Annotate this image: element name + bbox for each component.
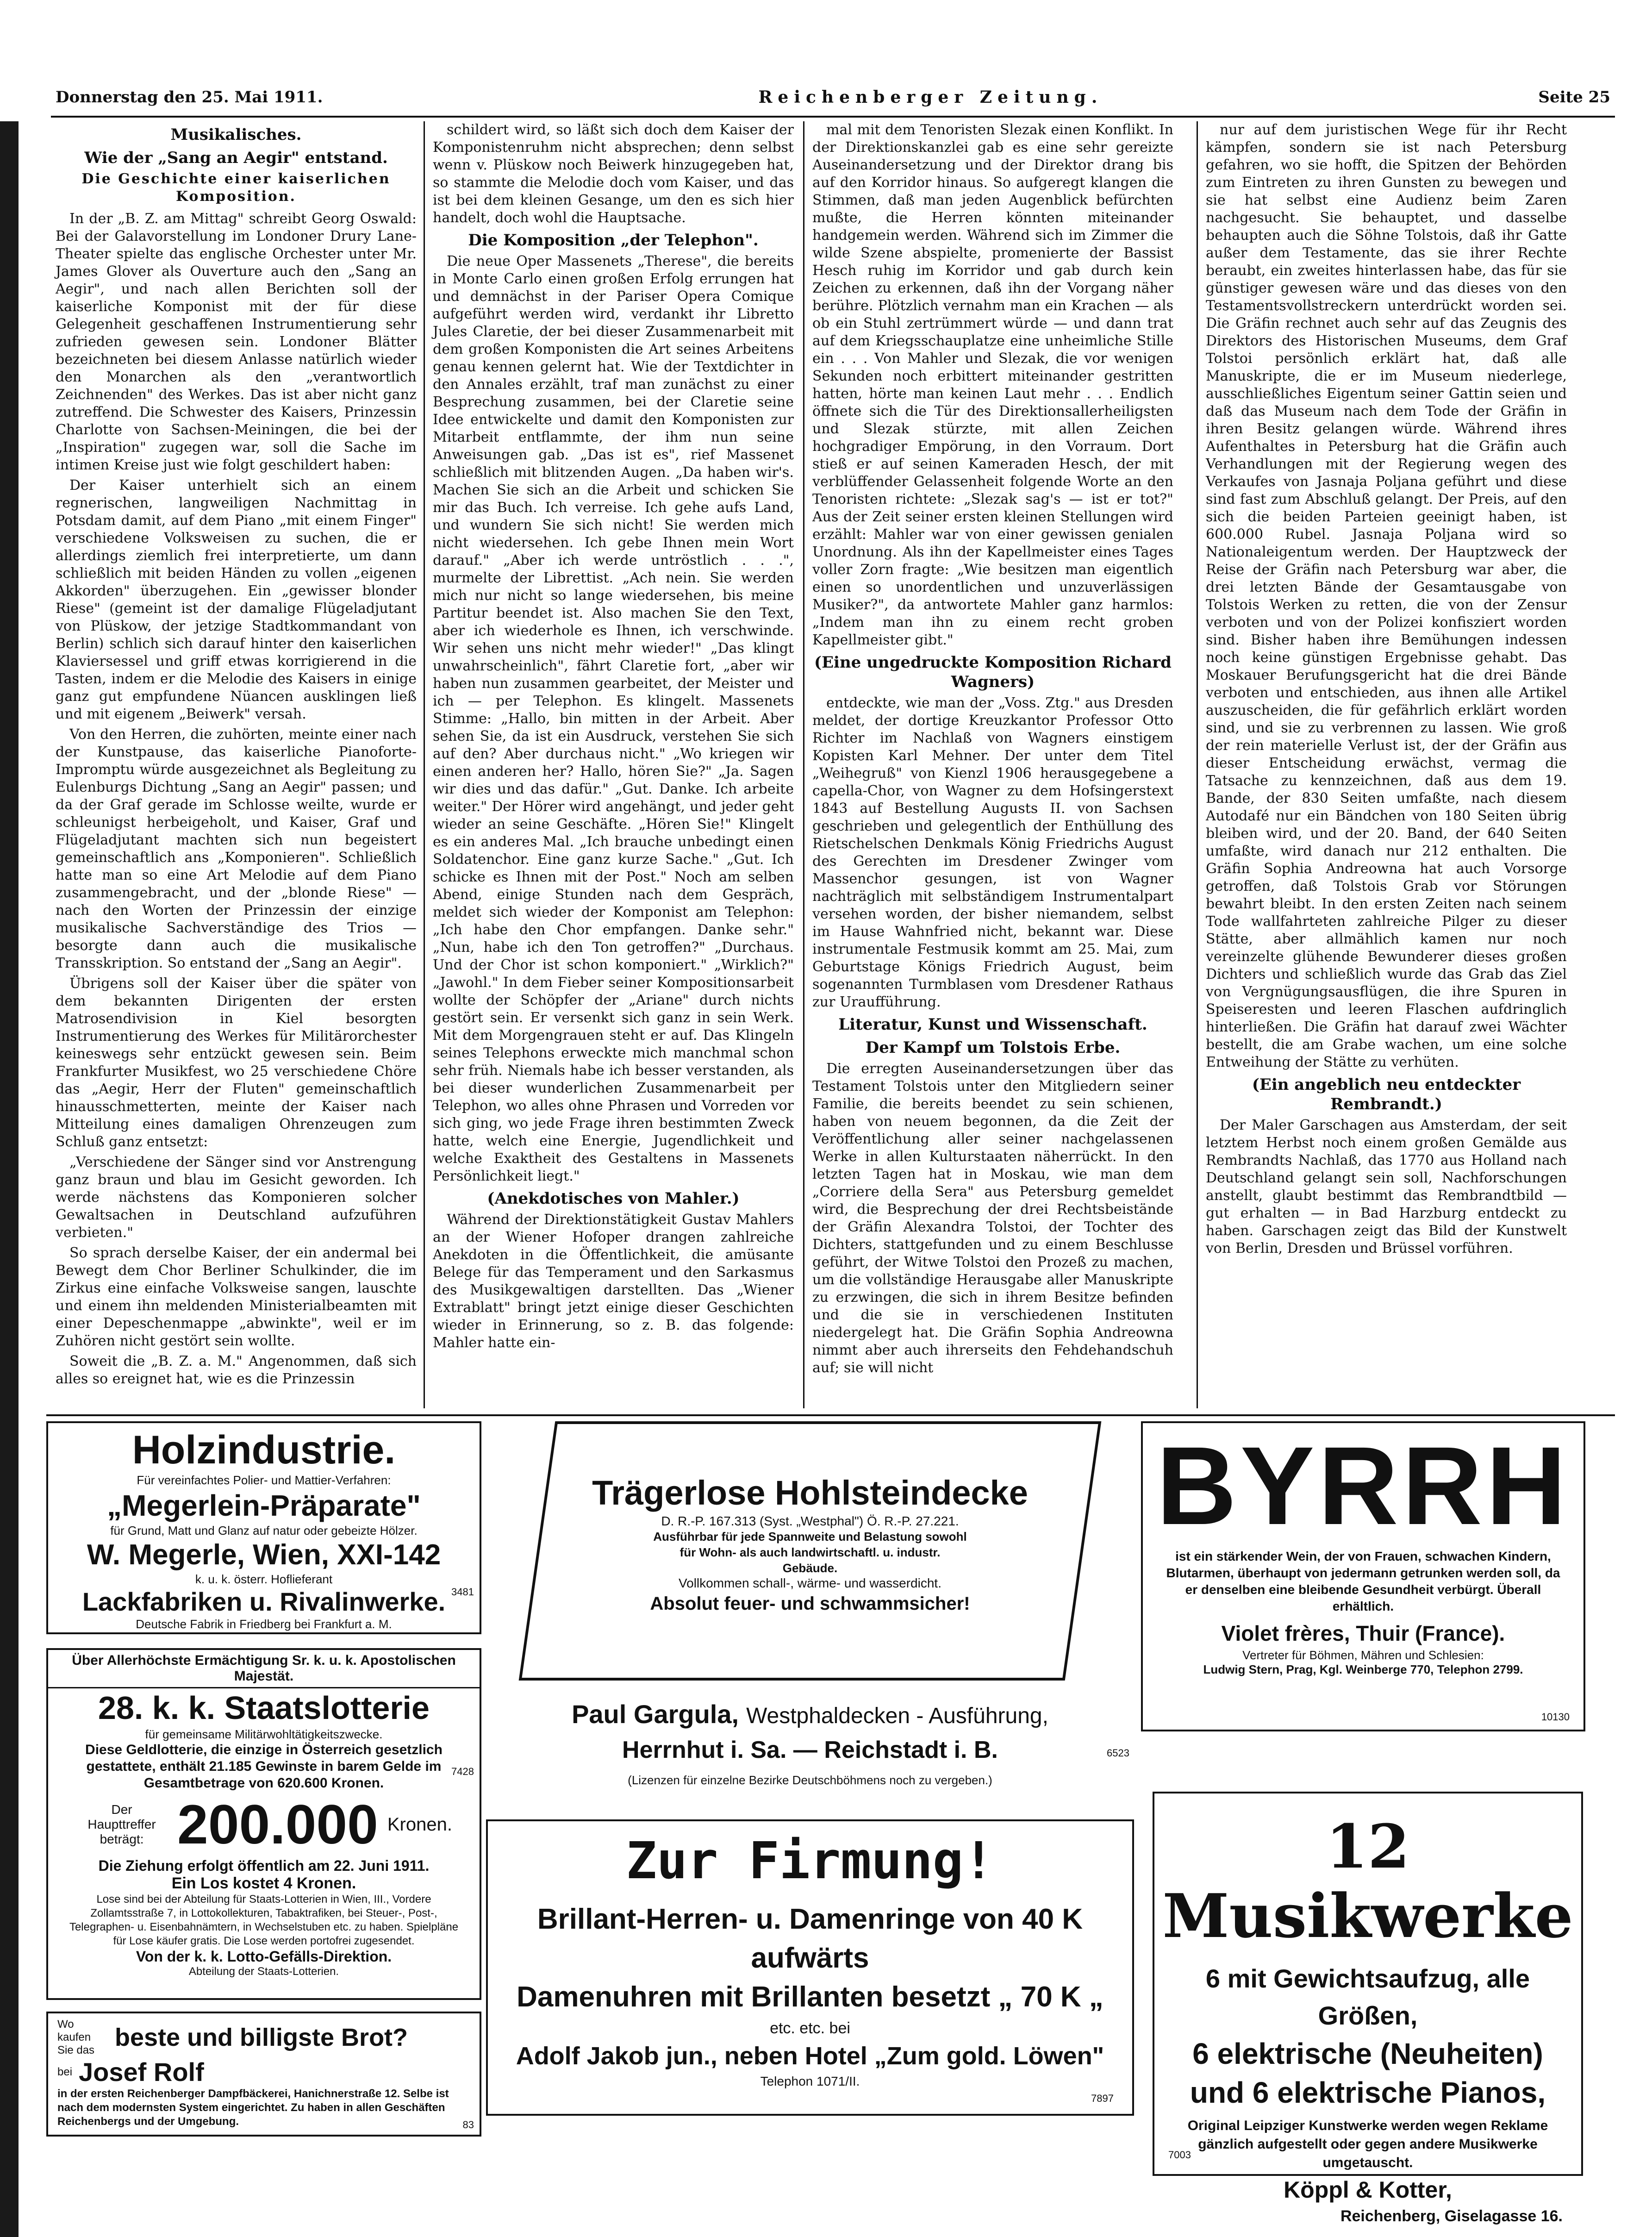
paragraph: schildert wird, so läßt sich doch dem Kaiser der Komponistenruhm nicht absprechen; denn selbst wenn v. Plüskow noch Beiwerk hinzugegeben hat, so stammte die Melodie doch vom Kaiser, und das ist bei dem kleinen Gesange, um den es sich hier handelt, doch wohl die Hauptsache. [433, 122, 794, 226]
paragraph: nur auf dem juristischen Wege für ihr Recht kämpfen, sondern sie ist nach Petersburg gefahren, wo sie hofft, die Spitzen der Behörden zum Eintreten zu ihren Gunsten zu bewegen und sie hat selbst eine Audienz beim Zaren nachgesucht. Sie behauptet, und dasselbe behaupten auch die Söhne Tolstois, daß ihr Gatte außer dem Testamente, das sie ihrer Rechte beraubt, ein zweites hinterlassen habe, das für sie günstiger gewesen wäre und das dieses von den Testamentsvollstreckern unterdrückt worden sei. Die Gräfin rechnet auch sehr auf das Zeugnis des Direktors des Historischen Museums, dem Graf Tolstoi persönlich erklärt hat, daß alle Manuskripte, die er im Museum niederlege, ausschließliches Eigentum seiner Gattin seien und daß das Museum nach dem Tode der Gräfin in ihren Besitz gelangen würde. Während ihres Aufenthaltes in Petersburg hat die Gräfin auch Verhandlungen mit der Regierung wegen des Verkaufes von Jasnaja Poljana geführt und diese sind fast zum Abschluß gelangt. Der Preis, auf den sich die beiden Parteien geeinigt haben, ist 600.000 Rubel. Jasnaja Poljana wird so Nationaleigentum werden. Der Hauptzweck der Reise der Gräfin nach Petersburg war aber, die drei letzten Bände der Gesamtausgabe von Tolstois Werken zu retten, die von der Zensur verboten und von der Polizei konfisziert worden sind. Bisher haben ihre Bemühungen indessen noch keine günstigen Ergebnisse gehabt. Das Moskauer Berufungsgericht hat die drei Bände verboten und entschieden, aus ihnen alle Artikel auszuscheiden, die für gefährlich erklärt worden sind, und sie zu verbrennen zu lassen. Wie groß der rein materielle Verlust ist, der der Gräfin aus dieser Entscheidung erwächst, vermag die Tatsache zu kennzeichnen, daß aus dem 19. Bande, der 830 Seiten umfaßte, nach diesem Autodafé nur ein Bändchen von 180 Seiten übrig bleiben wird, und der 20. Band, der 640 Seiten umfaßte, wird danach nur 212 enthalten. Die Gräfin Sophia Andreowna hat auch Vorsorge getroffen, daß Tolstois Grab vor Störungen bewahrt bleibt. In den ersten Zeiten nach seinem Tode wallfahrteten zahlreiche Pilger zu dieser Stätte, aber allmählich kamen nur noch vereinzelte glühende Bewunderer dieses großen Dichters und schließlich wurde das Grab das Ziel von Vergnügungsausflügen, die ihre Spuren in Speiseresten und leeren Flaschen aufdringlich hinterließen. Die Gräfin hat darauf zwei Wächter bestellt, die am Grabe wachen, um eine solche Entweihung der Stätte zu verhüten. [1206, 122, 1567, 1070]
ad-number: 83 [462, 2119, 474, 2131]
ad-price: Ein Los kostet 4 Kronen. [171, 1875, 356, 1892]
ad-text: und 6 elektrische Pianos, [1190, 2076, 1546, 2109]
ad-company: Köppl & Kotter, [1284, 2177, 1452, 2203]
page-header [56, 83, 1610, 111]
article-title: Die Komposition „der Telephon". [468, 231, 759, 250]
ad-text: Ausführbar für jede Spannweite und Belastung sowohl für Wohn- als auch landwirtschaftl. u. industr. Gebäude. [653, 1530, 967, 1575]
ad-text: Der Haupttreffer beträgt: [87, 1802, 156, 1846]
ad-holzindustrie [46, 1421, 481, 1634]
header-newspaper: Reichenberger Zeitung. [758, 87, 1103, 107]
ad-text: Abteilung der Staats-Lotterien. [188, 1965, 339, 1978]
paragraph: In der „B. Z. am Mittag" schreibt Georg Oswald: Bei der Galavorstellung im Londoner Drury Lane-Theater spielte das englische Orchester unter Mr. James Glover als Ouverture auch den „Sang an Aegir", und nach allen Berichten soll der kaiserliche Komponist mit der für diese Gelegenheit geschaffenen Instrumentierung sehr zufrieden gewesen sein. Londoner Blätter bezeichneten bei diesem Anlasse natürlich wieder den Monarchen als den „verantwortlich Zeichnenden" des Werkes. Das ist aber nicht ganz zutreffend. Die Schwester des Kaisers, Prinzessin Charlotte von Sachsen-Meiningen, die bei der „Inspiration" zugegen war, soll die Sache im intimen Kreise just wie folgt geschildert haben: [56, 211, 417, 473]
paragraph: „Verschiedene der Sänger sind vor Anstrengung ganz braun und blau im Gesicht geworden. Ich werde nächstens das Komponieren solcher Gewaltsachen in Deutschland aufzuführen verbieten." [56, 1154, 417, 1241]
paragraph: Die erregten Auseinandersetzungen über das Testament Tolstois unter den Mitgliedern seiner Familie, die bereits beendet zu sein schienen, haben von neuem begonnen, da die Zeit der Veröffentlichung aller seiner nachgelassenen Werke in allen Kulturstaaten näherrückt. In den letzten Tagen hat in Moskau, wie man dem „Corriere della Sera" aus Petersburg gemeldet wird, die Besprechung der drei Rechtsbeistände der Gräfin Alexandra Tolstoi, der Tochter des Dichters, stattgefunden und zu einem Beschlusse geführt, der Witwe Tolstoi den Prozeß zu machen, um die vollständige Herausgabe aller Manuskripte zu erzwingen, die sich in ihrem Besitze befinden und die sie in verschiedenen Instituten niedergelegt hat. Die Gräfin Sophia Andreowna nimmt aber auch ihrerseits den Fehdehandschuh auf; sie will nicht [812, 1061, 1173, 1376]
ad-text: etc. etc. bei [770, 2019, 850, 2037]
ad-patent: D. R.-P. 167.313 (Syst. „Westphal") Ö. R.-P. 27.221. [661, 1514, 959, 1528]
ad-text: 6 mit Gewichtsaufzug, alle Größen, [1205, 1964, 1530, 2030]
ad-text: bei [57, 2065, 73, 2078]
ad-number: 7428 [451, 1766, 474, 1777]
ad-text: Wo kaufen Sie das [57, 2018, 95, 2056]
ad-title: Holzindustrie. [132, 1428, 396, 1472]
ad-brot [46, 2012, 481, 2137]
section-title: Musikalisches. [170, 125, 302, 144]
ad-text: Lose sind bei der Abteilung für Staats-Lotterien in Wien, III., Vordere Zollamtsstraße 7, in Lottokollekturen, Tabaktrafiken, bei Steuer-, Post-, Telegraphen- u. Eisenbahnämtern, in Wechselstuben etc. zu haben. Spielpläne für Lose käufer gratis. Die Lose werden portofrei zugesendet. [69, 1893, 459, 1947]
ad-title: 28. k. k. Staatslotterie [98, 1690, 430, 1726]
ad-phone: Telephon 1071/II. [760, 2074, 860, 2088]
article-title: Der Kampf um Tolstois Erbe. [865, 1038, 1121, 1057]
paragraph: mal mit dem Tenoristen Slezak einen Konflikt. In der Direktionskanzlei gab es eine sehr gereizte Auseinandersetzung und der Direktor drang bis auf den Korridor hinaus. So aufgeregt klangen die Stimmen, daß man jeden Augenblick befürchten mußte, die Herren könnten miteinander handgemein werden. Während sich im Zimmer die wilde Szene abspielte, promenierte der Bassist Hesch ruhig im Korridor und gab durch kein Zeichen zu erkennen, daß ihn der Vorgang näher berühre. Plötzlich vernahm man ein Krachen — als ob ein Stuhl zertrümmert würde — und dann trat auf dem Kriegsschauplatze eine unheimliche Stille ein . . . Von Mahler und Slezak, die vor wenigen Sekunden noch erbittert miteinander gestritten hatten, hörte man keinen Laut mehr . . . Endlich öffnete sich die Tür des Direktionsallerheiligsten und Slezak stürzte, mit allen Zeichen hochgradiger Empörung, in den Vorraum. Dort stieß er auf seinen Kameraden Hesch, der mit verblüffender Gelassenheit folgende Worte an den Tenoristen richtete: „Slezak sag's — ist er tot?" Aus der Zeit seiner ersten kleinen Stellungen wird erzählt: Mahler war von einer gewissen genialen Unordnung. Als ihn der Kapellmeister eines Tages voller Zorn fragte: „Wie besitzen man eigentlich einen so unordentlichen und unzuverlässigen Musiker?", da antwortete Mahler ganz harmlos: „Indem man ihn zu einem recht groben Kapellmeister gibt." [812, 122, 1173, 648]
section-title: Literatur, Kunst und Wissenschaft. [838, 1015, 1147, 1034]
paragraph: So sprach derselbe Kaiser, der ein andermal bei Bewegt dem Chor Berliner Schulkinder, die im Zirkus eine einfache Volksweise sangen, lauschte und einem ihn meldenden Ministerialbeamten mit einer Depeschenmappe „abwinkte", weil er im Zuhören nicht gestört sein wollte. [56, 1245, 417, 1349]
paragraph: Der Maler Garschagen aus Amsterdam, der seit letztem Herbst noch einem großen Gemälde aus Rembrandts Nachlaß, das 1770 aus Holland nach Deutschland gelangt sein soll, Nachforschungen anstellt, glaubt bestimmt das Rembrandtbild — gut erhalten — in Bad Harzburg entdeckt zu haben. Garschagen zeigt das Bild der Kunstwelt von Berlin, Dresden und Brüssel vorführen. [1206, 1117, 1567, 1256]
column-1 [56, 121, 417, 1408]
ad-number: 7003 [1168, 2149, 1191, 2161]
ad-text: für Grund, Matt und Glanz auf natur oder gebeizte Hölzer. [110, 1524, 418, 1537]
ad-licence: (Lizenzen für einzelne Bezirke Deutschböhmens noch zu vergeben.) [628, 1773, 992, 1787]
ad-company: W. Megerle, Wien, XXI-142 [87, 1539, 441, 1571]
ad-text: 6 elektrische (Neuheiten) [1192, 2037, 1543, 2070]
ad-title: BYRRH [1156, 1424, 1570, 1548]
column-2 [433, 121, 794, 1408]
column-rule [803, 121, 804, 1408]
scan-edge [0, 121, 19, 2237]
column-rule [1197, 121, 1198, 1408]
column-rule [424, 121, 425, 1408]
ad-title: 12 Musikwerke [1162, 1811, 1573, 1951]
ad-text: Deutsche Fabrik in Friedberg bei Frankfurt a. M. [136, 1617, 392, 1631]
article-title: (Anekdotisches von Mahler.) [487, 1189, 740, 1208]
ad-text: ist ein stärkender Wein, der von Frauen, schwachen Kindern, Blutarmen, überhaupt von jedermann getrunken werden soll, da er denselben eine bleibende Gesundheit verbürgt. Überall erhältlich. [1166, 1549, 1560, 1613]
ad-number: 3481 [451, 1586, 474, 1598]
ad-city: Reichenberg, Giselagasse 16. [1340, 2207, 1563, 2225]
ad-text: Damenuhren mit Brillanten besetzt „ 70 K „ [517, 1981, 1103, 2013]
ad-firmung [486, 1819, 1134, 2116]
article-title: (Ein angeblich neu entdeckter Rembrandt.) [1252, 1075, 1521, 1113]
ad-name: Josef Rolf [79, 2057, 204, 2087]
ad-number: 6523 [1107, 1747, 1129, 1759]
ad-musikwerke [1153, 1792, 1583, 2225]
column-4 [1206, 121, 1567, 1408]
ad-text: Original Leipziger Kunstwerke werden wegen Reklame gänzlich aufgestellt oder gegen andere Musikwerke umgetauscht. [1187, 2118, 1548, 2170]
ad-issuer: Von der k. k. Lotto-Gefälls-Direktion. [136, 1948, 392, 1965]
ad-section-rule [46, 1414, 1615, 1416]
ad-byrrh [1141, 1421, 1585, 1731]
paragraph: Die neue Oper Massenets „Therese", die bereits in Monte Carlo einen großen Erfolg errungen hat und demnächst in der Pariser Opera Comique aufgeführt werden wird, verdankt ihr Libretto Jules Claretie, der bei dieser Zusammenarbeit mit dem großen Komponisten die Art seines Arbeitens genau kennen gelernt hat. Wie der Textdichter in den Annales erzählt, traf man zunächst zu einer Besprechung zusammen, bei der Claretie seine Idee entwickelte und damit den Komponisten zur Mitarbeit entflammte, der ihm nun seine Anweisungen gab. „Das ist es", rief Massenet schließlich mit blitzenden Augen. „Da haben wir's. Machen Sie sich an die Arbeit und schicken Sie mir das Buch. Ich verreise. Ich gehe aufs Land, und wundern Sie sich nicht! Sie werden mich nicht wiedersehen. Ich gebe Ihnen mein Wort darauf." „Aber ich werde untröstlich . . .", murmelte der Librettist. „Ach nein. Sie werden mich nur nicht so lange wiedersehen, bis meine Partitur beendet ist. Also machen Sie den Text, aber ich wiederhole es Ihnen, ich verschwinde. Wir sehen uns nicht mehr wieder!" „Das klingt unwahrscheinlich", fährt Claretie fort, „aber wir haben nun zusammen gearbeitet, der Meister und ich — per Telephon. Es klingelt. Massenets Stimme: „Hallo, bin mitten in der Arbeit. Aber sehen Sie, da ist ein Ausdruck, verstehen Sie sich auf den? Aber durchaus nicht." „Wo kriegen wir einen anderen her? Hallo, hören Sie?" „Ja. Sagen wir dies und das dafür." „Gut. Danke. Ich arbeite weiter." Der Hörer wird angehängt, und jeder geht wieder an seine Geschäfte. „Hören Sie!" Klingelt es ein anderes Mal. „Ich brauche unbedingt einen Soldatenchor. Eine ganz kurze Sache." „Gut. Ich schicke es Ihnen mit der Post." Noch am selben Abend, einige Stunden nach dem Gespräch, meldet sich wieder der Komponist am Telephon: „Ich habe den Chor empfangen. Danke sehr." „Nun, habe ich den Ton getroffen?" „Durchaus. Und der Chor ist schon komponiert." „Wirklich?" „Jawohl." In dem Fieber seiner Kompositionsarbeit wollte der Schöpfer der „Ariane" durch nichts gestört sein. Er versenkt sich ganz in sein Werk. Mit dem Morgengrauen steht er auf. Das Klingeln seines Telephons erweckte mich manchmal schon sehr früh. Niemals habe ich besser verstanden, als bei dieser wunderlichen Zusammenarbeit per Telephon, wo alles ohne Phrasen und Vorreden vor sich ging, wo jede Frage ihren bestimmten Zweck hatte, welch eine Energie, Jugendlichkeit und welche Exaktheit des Gestaltens in Massenets Persönlichkeit liegt." [433, 253, 794, 1184]
ad-staatslotterie [46, 1648, 481, 2000]
ad-text: Brillant-Herren- u. Damenringe von 40 K aufwärts [537, 1903, 1083, 1974]
ad-company: Adolf Jakob jun., neben Hotel „Zum gold. Löwen" [516, 2042, 1104, 2070]
column-3 [812, 121, 1173, 1408]
paragraph: Von den Herren, die zuhörten, meinte einer nach der Kunstpause, das kaiserliche Pianoforte-Impromptu würde ausgezeichnet als Begleitung zu Eulenburgs Dichtung „Sang an Aegir" passen; und da der Graf gerade im Schlosse weilte, wurde er schleunigst herbeigeholt, und Kaiser, Graf und Flügeladjutant machten sich nun begeistert gemeinschaftlich ans „Komponieren". Schließlich hatte man so eine Art Melodie auf dem Piano zusammengebracht, und der „blonde Riese" — nach den Worten der Prinzessin der einzige musikalische Sachverständige des Trios — besorgte dann auch die musikalische Transskription. So entstand der „Sang an Aegir". [56, 726, 417, 971]
ad-text: für gemeinsame Militärwohltätigkeitszwecke. [145, 1727, 383, 1741]
ad-text: Absolut feuer- und schwammsicher! [650, 1593, 970, 1614]
ad-company: Paul Gargula, [572, 1700, 739, 1729]
article-subtitle: Die Geschichte einer kaiserlichen Komposition. [81, 171, 391, 205]
paragraph: Übrigens soll der Kaiser über die später von dem bekannten Dirigenten der ersten Matrosendivision in Kiel besorgten Instrumentierung des Werkes für Militärorchester keineswegs sehr entzückt gewesen sein. Beim Frankfurter Musikfest, wo 25 verschiedene Chöre das „Aegir, Herr der Fluten" gemeinschaftlich hinausschmetterten, meinte der Kaiser nach Mitteilung eines damaligen Ohrenzeugen zum Schluß ganz entsetzt: [56, 975, 417, 1150]
ad-prize: 200.000 [177, 1793, 378, 1856]
ad-number: 10130 [1541, 1711, 1570, 1723]
ad-title: Zur Firmung! [626, 1831, 994, 1890]
ad-hohlsteindecke [486, 1421, 1134, 1801]
ad-company: Violet frères, Thuir (France). [1221, 1621, 1505, 1645]
paragraph: Soweit die „B. Z. a. M." Angenommen, daß sich alles so ereignet hat, wie es die Prinzessin [56, 1353, 417, 1387]
ad-text: k. u. k. österr. Hoflieferant [195, 1572, 333, 1586]
ad-text: Für vereinfachtes Polier- und Mattier-Verfahren: [137, 1473, 391, 1487]
header-page: Seite 25 [1538, 88, 1610, 106]
ad-city: Herrnhut i. Sa. — Reichstadt i. B. [622, 1737, 998, 1763]
paragraph: entdeckte, wie man der „Voss. Ztg." aus Dresden meldet, der dortige Kreuzkantor Professor Otto Richter im Nachlaß von Wagners einstigem Kopisten Karl Mehner. Der unter dem Titel „Weihegruß" von Kienzl 1906 herausgegebene a capella-Chor, von Wagner zu dem Hofsingerstext 1843 auf Bestellung Augusts II. von Sachsen geschrieben und gelegentlich der Enthüllung des Rietschelschen Denkmals König Friedrichs August des Gerechten im Dresdener Zwinger vom Massenchor gesungen, ist von Wagner nachträglich mit selbständigem Instrumentalpart versehen worden, der bisher niemandem, selbst im Hause Wahnfried nicht, bekannt war. Diese instrumentale Festmusik kommt am 25. Mai, zum Geburtstage Königs Friedrich August, beim sogenannten Turmblasen vom Dresdener Rathaus zur Uraufführung. [812, 695, 1173, 1010]
ad-text: Vollkommen schall-, wärme- und wasserdicht. [679, 1576, 941, 1590]
article-title: (Eine ungedruckte Komposition Richard Wagners) [814, 653, 1172, 691]
paragraph: Während der Direktionstätigkeit Gustav Mahlers an der Wiener Hofoper drangen zahlreiche Anekdoten in die Öffentlichkeit, die amüsante Belege für das Temperament und den Sarkasmus des Musikgewaltigen darstellten. Das „Wiener Extrablatt" bringt jetzt einige dieser Geschichten wieder in Erinnerung, so z. B. das folgende: Mahler hatte ein- [433, 1212, 794, 1351]
article-title: Wie der „Sang an Aegir" entstand. [84, 149, 388, 167]
ad-text: Ludwig Stern, Prag, Kgl. Weinberge 770, Telephon 2799. [1203, 1662, 1523, 1676]
ad-title: Trägerlose Hohlsteindecke [592, 1474, 1028, 1512]
ad-product: „Megerlein-Präparate" [107, 1489, 421, 1522]
header-date: Donnerstag den 25. Mai 1911. [56, 88, 323, 106]
ad-text: in der ersten Reichenberger Dampfbäckerei, Hanichnerstraße 12. Selbe ist nach dem modernsten System eingerichtet. Zu haben in allen Geschäften Reichenbergs und der Umgebung. [57, 2087, 449, 2128]
ad-company: Lackfabriken u. Rivalinwerke. [82, 1587, 446, 1616]
header-rule [51, 116, 1615, 118]
ad-draw: Die Ziehung erfolgt öffentlich am 22. Juni 1911. [98, 1857, 430, 1874]
ad-text: Vertreter für Böhmen, Mähren und Schlesien: [1242, 1648, 1484, 1662]
ad-company-sub: Westphaldecken - Ausführung, [746, 1704, 1048, 1728]
paragraph: Der Kaiser unterhielt sich an einem regnerischen, langweiligen Nachmittag in Potsdam damit, auf dem Piano „mit einem Finger" verschiedene Volksweisen zu suchen, die er allerdings ziemlich frei interpretierte, um dann schließlich mit beiden Händen zu vollen „eigenen Akkorden" überzugehen. Ein „gewisser blonder Riese" (gemeint ist der damalige Flügeladjutant von Plüskow, der jetzige Stadtkommandant von Berlin) schlich sich darauf hinter den kaiserlichen Klaviersessel und griff etwas korrigierend in die Tasten, indem er die Melodie des Kaisers in einige ganz gut empfundene Nüancen ausklingen ließ und mit eigenem „Beiwerk" versah. [56, 477, 417, 722]
ad-banner: Über Allerhöchste Ermächtigung Sr. k. u. k. Apostolischen Majestät. [48, 1650, 480, 1688]
ad-currency: Kronen. [387, 1814, 452, 1835]
ad-number: 7897 [1091, 2093, 1114, 2104]
ad-text: Diese Geldlotterie, die einzige in Österreich gesetzlich gestattete, enthält 21.185 Gewinste in barem Gelde im Gesamtbetrage von 620.600 Kronen. [85, 1742, 443, 1791]
ad-title: beste und billigste Brot? [115, 2024, 408, 2051]
